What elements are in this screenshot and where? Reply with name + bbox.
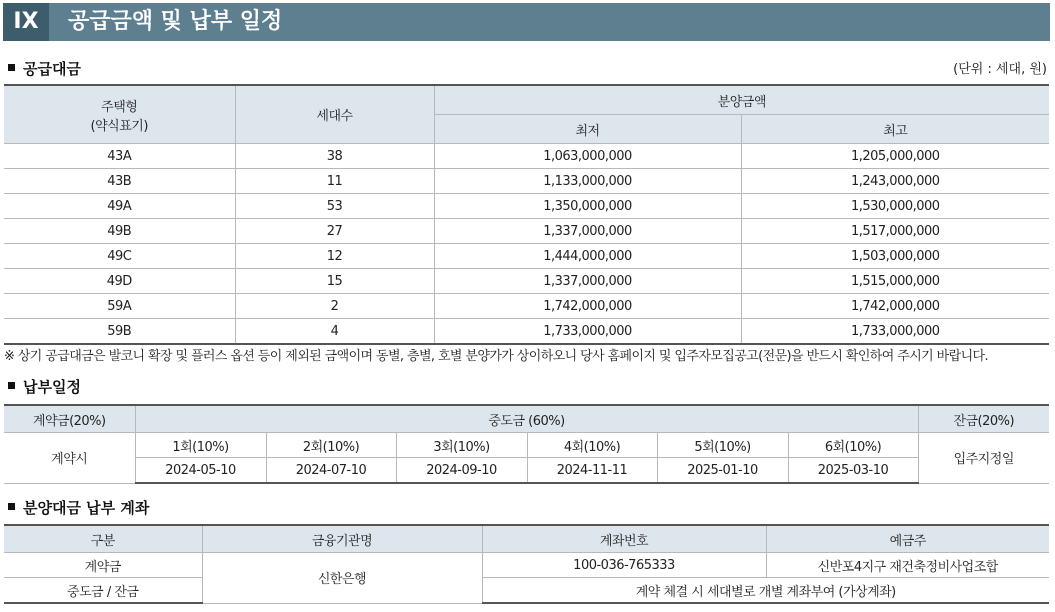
cell-max: 1,530,000,000 xyxy=(741,194,1049,219)
cell-bank-name: 신한은행 xyxy=(202,553,482,604)
cell-installment-label: 4회(10%) xyxy=(527,433,657,458)
cell-min: 1,444,000,000 xyxy=(434,244,741,269)
cell-type: 49A xyxy=(4,194,235,219)
table-row xyxy=(4,244,1049,269)
cell-units: 53 xyxy=(235,194,434,219)
header-deposit: 계약금(20%) xyxy=(4,405,135,433)
cell-installment-label: 6회(10%) xyxy=(788,433,918,458)
header-bank: 금융기관명 xyxy=(202,525,482,553)
table-row xyxy=(4,458,1049,484)
cell-installment-date: 2024-07-10 xyxy=(266,458,396,484)
cell-min: 1,063,000,000 xyxy=(434,144,741,169)
cell-max: 1,205,000,000 xyxy=(741,144,1049,169)
section-number-badge: IX xyxy=(3,3,49,41)
schedule-section-label: 납부일정 xyxy=(23,378,81,396)
cell-units: 11 xyxy=(235,169,434,194)
cell-min: 1,350,000,000 xyxy=(434,194,741,219)
table-row xyxy=(4,194,1049,219)
cell-units: 27 xyxy=(235,219,434,244)
cell-max: 1,515,000,000 xyxy=(741,269,1049,294)
supply-footnote: ※ 상기 공급대금은 발코니 확장 및 플러스 옵션 등이 제외된 금액이며 동별, 층별, 호별 분양가가 상이하오니 당사 홈페이지 및 입주자모집공고(전문)을 반드시 확인하여 주시기 바랍니다. xyxy=(4,349,989,364)
table-row xyxy=(4,319,1049,345)
cell-units: 38 xyxy=(235,144,434,169)
cell-deposit-timing: 계약시 xyxy=(4,433,135,484)
cell-min: 1,733,000,000 xyxy=(434,319,741,345)
cell-type: 43A xyxy=(4,144,235,169)
header-sale-price: 분양금액 xyxy=(434,85,1049,115)
cell-installment-label: 5회(10%) xyxy=(657,433,788,458)
supply-section-title xyxy=(8,58,81,79)
cell-type: 49D xyxy=(4,269,235,294)
cell-units: 4 xyxy=(235,319,434,345)
header-units: 세대수 xyxy=(235,85,434,144)
cell-category: 계약금 xyxy=(4,553,202,578)
cell-virtual-account-note: 계약 체결 시 세대별로 개별 계좌부여 (가상계좌) xyxy=(482,578,1049,604)
table-row xyxy=(4,219,1049,244)
header-balance: 잔금(20%) xyxy=(918,405,1049,433)
payment-account-table xyxy=(4,524,1049,604)
bullet-square-icon xyxy=(8,64,15,71)
supply-section-label: 공급대금 xyxy=(23,60,81,78)
header-min-price: 최저 xyxy=(434,115,741,144)
cell-min: 1,133,000,000 xyxy=(434,169,741,194)
cell-account-number: 100-036-765333 xyxy=(482,553,766,578)
cell-type: 59A xyxy=(4,294,235,319)
header-category: 구분 xyxy=(4,525,202,553)
cell-max: 1,503,000,000 xyxy=(741,244,1049,269)
cell-max: 1,733,000,000 xyxy=(741,319,1049,345)
table-row xyxy=(4,553,1049,578)
cell-max: 1,742,000,000 xyxy=(741,294,1049,319)
cell-installment-date: 2024-05-10 xyxy=(135,458,266,484)
cell-installment-date: 2024-11-11 xyxy=(527,458,657,484)
cell-installment-label: 3회(10%) xyxy=(396,433,527,458)
cell-max: 1,243,000,000 xyxy=(741,169,1049,194)
header-max-price: 최고 xyxy=(741,115,1049,144)
cell-balance-timing: 입주지정일 xyxy=(918,433,1049,484)
table-row xyxy=(4,578,1049,604)
cell-units: 2 xyxy=(235,294,434,319)
header-housing-type xyxy=(4,85,235,144)
cell-units: 15 xyxy=(235,269,434,294)
cell-min: 1,337,000,000 xyxy=(434,269,741,294)
header-middle-payment: 중도금 (60%) xyxy=(135,405,918,433)
cell-installment-label: 1회(10%) xyxy=(135,433,266,458)
cell-installment-date: 2025-03-10 xyxy=(788,458,918,484)
table-row xyxy=(4,294,1049,319)
cell-max: 1,517,000,000 xyxy=(741,219,1049,244)
cell-min: 1,742,000,000 xyxy=(434,294,741,319)
cell-units: 12 xyxy=(235,244,434,269)
header-account-holder: 예금주 xyxy=(766,525,1049,553)
account-section-label: 분양대금 납부 계좌 xyxy=(23,499,150,517)
table-row xyxy=(4,169,1049,194)
header-housing-type-line2: (약식표기) xyxy=(90,118,148,134)
schedule-section-title xyxy=(8,376,81,397)
cell-installment-label: 2회(10%) xyxy=(266,433,396,458)
cell-type: 43B xyxy=(4,169,235,194)
payment-schedule-table xyxy=(4,404,1049,484)
cell-type: 59B xyxy=(4,319,235,345)
cell-account-holder: 신반포4지구 재건축정비사업조합 xyxy=(766,553,1049,578)
cell-installment-date: 2024-09-10 xyxy=(396,458,527,484)
cell-min: 1,337,000,000 xyxy=(434,219,741,244)
bullet-square-icon xyxy=(8,382,15,389)
supply-price-table xyxy=(4,84,1049,345)
cell-type: 49B xyxy=(4,219,235,244)
header-housing-type-line1: 주택형 xyxy=(101,99,138,115)
account-section-title xyxy=(8,497,149,518)
page-title: 공급금액 및 납부 일정 xyxy=(68,9,283,34)
header-account-number: 계좌번호 xyxy=(482,525,766,553)
cell-installment-date: 2025-01-10 xyxy=(657,458,788,484)
table-row xyxy=(4,144,1049,169)
unit-label: (단위 : 세대, 원) xyxy=(953,62,1047,77)
bullet-square-icon xyxy=(8,503,15,510)
cell-category: 중도금 / 잔금 xyxy=(4,578,202,604)
table-row xyxy=(4,433,1049,458)
cell-type: 49C xyxy=(4,244,235,269)
table-row xyxy=(4,269,1049,294)
